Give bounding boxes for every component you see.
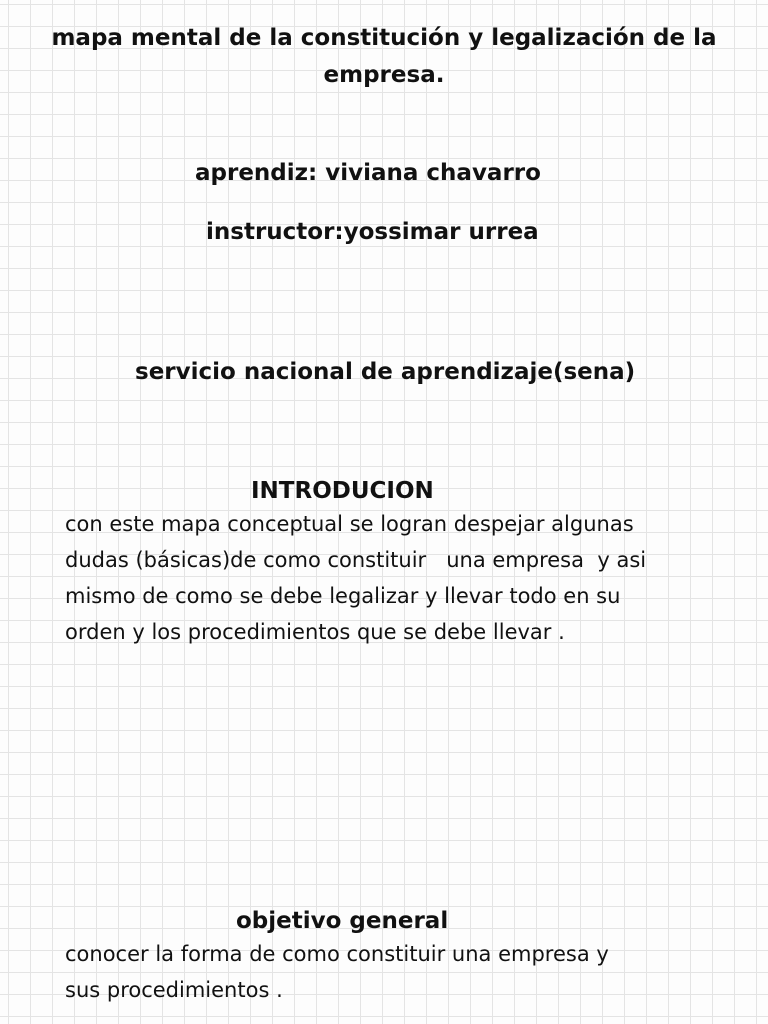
intro-line: orden y los procedimientos que se debe llevar .: [65, 620, 565, 644]
introduction-heading: INTRODUCION: [251, 478, 434, 504]
title-line-1: mapa mental de la constitución y legalización de la: [51, 25, 717, 51]
title-line-2: empresa.: [323, 62, 445, 88]
objective-heading: objetivo general: [236, 908, 449, 934]
intro-line: mismo de como se debe legalizar y llevar todo en su: [65, 584, 621, 608]
page-title: [0, 20, 768, 94]
objective-paragraph: [65, 936, 609, 1008]
introduction-paragraph: [65, 506, 646, 650]
institution-name: servicio nacional de aprendizaje(sena): [135, 359, 636, 385]
intro-line: con este mapa conceptual se logran despejar algunas: [65, 512, 634, 536]
intro-line: dudas (básicas)de como constituir una empresa y asi: [65, 548, 647, 572]
objective-line: sus procedimientos .: [65, 978, 283, 1002]
instructor-name: instructor:yossimar urrea: [206, 219, 539, 245]
objective-line: conocer la forma de como constituir una empresa y: [65, 942, 609, 966]
apprentice-name: aprendiz: viviana chavarro: [195, 160, 541, 186]
